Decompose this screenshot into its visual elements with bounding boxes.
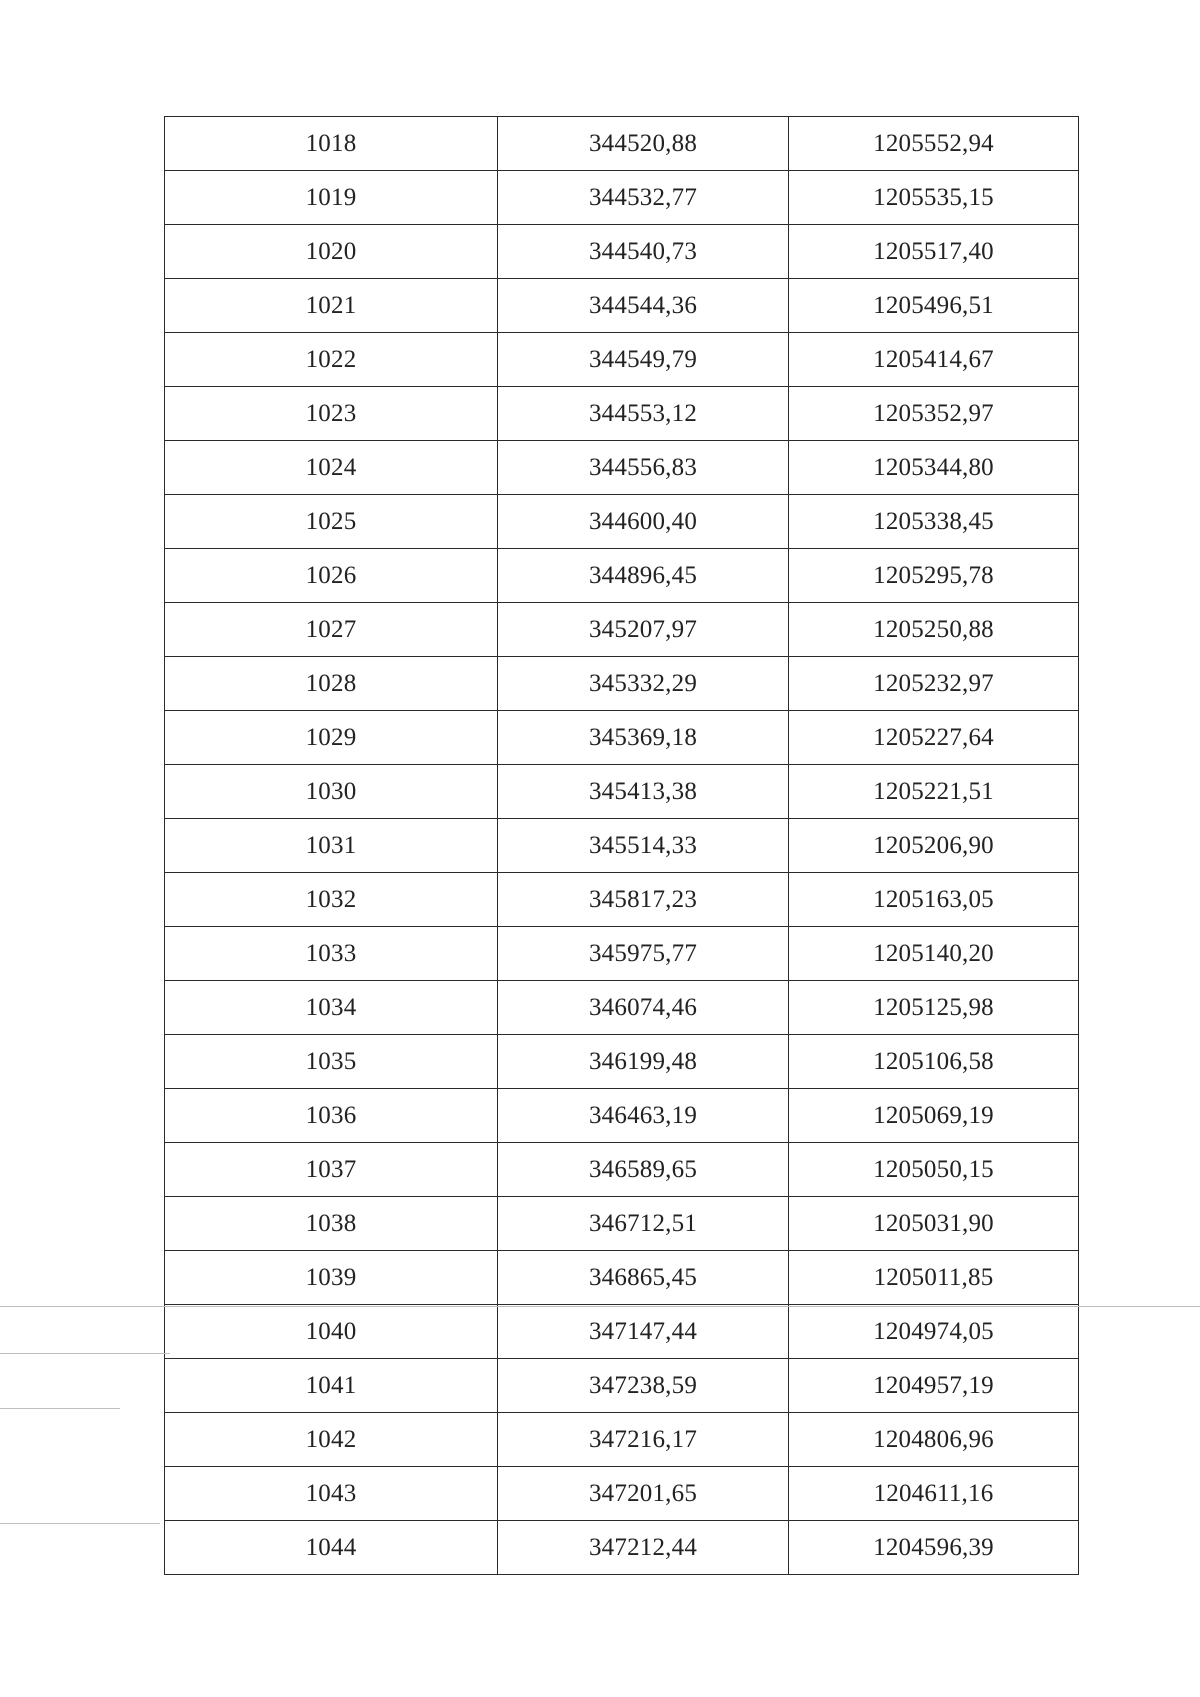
table-row <box>165 333 1079 387</box>
point-number-cell: 1030 <box>165 765 498 819</box>
table-row <box>165 171 1079 225</box>
y-coordinate-cell: 1205517,40 <box>789 225 1079 279</box>
table-row <box>165 1197 1079 1251</box>
point-number-cell: 1025 <box>165 495 498 549</box>
table-row <box>165 819 1079 873</box>
y-coordinate-cell: 1205140,20 <box>789 927 1079 981</box>
x-coordinate-cell: 346463,19 <box>498 1089 789 1143</box>
table-row <box>165 1143 1079 1197</box>
x-coordinate-cell: 345413,38 <box>498 765 789 819</box>
point-number-cell: 1044 <box>165 1521 498 1575</box>
point-number-cell: 1018 <box>165 117 498 171</box>
point-number-cell: 1019 <box>165 171 498 225</box>
x-coordinate-cell: 344532,77 <box>498 171 789 225</box>
x-coordinate-cell: 344600,40 <box>498 495 789 549</box>
y-coordinate-cell: 1205295,78 <box>789 549 1079 603</box>
y-coordinate-cell: 1205250,88 <box>789 603 1079 657</box>
point-number-cell: 1029 <box>165 711 498 765</box>
x-coordinate-cell: 346199,48 <box>498 1035 789 1089</box>
table-row <box>165 279 1079 333</box>
x-coordinate-cell: 344896,45 <box>498 549 789 603</box>
x-coordinate-cell: 345207,97 <box>498 603 789 657</box>
y-coordinate-cell: 1205552,94 <box>789 117 1079 171</box>
point-number-cell: 1035 <box>165 1035 498 1089</box>
y-coordinate-cell: 1205535,15 <box>789 171 1079 225</box>
table-row <box>165 1359 1079 1413</box>
point-number-cell: 1033 <box>165 927 498 981</box>
point-number-cell: 1040 <box>165 1305 498 1359</box>
table-row <box>165 225 1079 279</box>
x-coordinate-cell: 345514,33 <box>498 819 789 873</box>
point-number-cell: 1023 <box>165 387 498 441</box>
x-coordinate-cell: 344553,12 <box>498 387 789 441</box>
table-row <box>165 549 1079 603</box>
scan-artifact-line <box>0 1408 120 1409</box>
y-coordinate-cell: 1205050,15 <box>789 1143 1079 1197</box>
point-number-cell: 1043 <box>165 1467 498 1521</box>
x-coordinate-cell: 346712,51 <box>498 1197 789 1251</box>
y-coordinate-cell: 1205069,19 <box>789 1089 1079 1143</box>
x-coordinate-cell: 345817,23 <box>498 873 789 927</box>
table-row <box>165 657 1079 711</box>
y-coordinate-cell: 1204957,19 <box>789 1359 1079 1413</box>
point-number-cell: 1032 <box>165 873 498 927</box>
point-number-cell: 1042 <box>165 1413 498 1467</box>
y-coordinate-cell: 1205011,85 <box>789 1251 1079 1305</box>
x-coordinate-cell: 344549,79 <box>498 333 789 387</box>
y-coordinate-cell: 1204596,39 <box>789 1521 1079 1575</box>
table-row <box>165 1467 1079 1521</box>
x-coordinate-cell: 347212,44 <box>498 1521 789 1575</box>
point-number-cell: 1039 <box>165 1251 498 1305</box>
x-coordinate-cell: 347201,65 <box>498 1467 789 1521</box>
y-coordinate-cell: 1205031,90 <box>789 1197 1079 1251</box>
y-coordinate-cell: 1205344,80 <box>789 441 1079 495</box>
y-coordinate-cell: 1204974,05 <box>789 1305 1079 1359</box>
x-coordinate-cell: 347147,44 <box>498 1305 789 1359</box>
table-row <box>165 495 1079 549</box>
y-coordinate-cell: 1204611,16 <box>789 1467 1079 1521</box>
y-coordinate-cell: 1205206,90 <box>789 819 1079 873</box>
x-coordinate-cell: 344520,88 <box>498 117 789 171</box>
x-coordinate-cell: 346865,45 <box>498 1251 789 1305</box>
y-coordinate-cell: 1205232,97 <box>789 657 1079 711</box>
x-coordinate-cell: 346589,65 <box>498 1143 789 1197</box>
x-coordinate-cell: 344544,36 <box>498 279 789 333</box>
table-row <box>165 1035 1079 1089</box>
table-row <box>165 603 1079 657</box>
x-coordinate-cell: 344556,83 <box>498 441 789 495</box>
table-row <box>165 711 1079 765</box>
y-coordinate-cell: 1205414,67 <box>789 333 1079 387</box>
y-coordinate-cell: 1205227,64 <box>789 711 1079 765</box>
table-row <box>165 441 1079 495</box>
point-number-cell: 1034 <box>165 981 498 1035</box>
point-number-cell: 1041 <box>165 1359 498 1413</box>
table-row <box>165 387 1079 441</box>
x-coordinate-cell: 347216,17 <box>498 1413 789 1467</box>
y-coordinate-cell: 1205338,45 <box>789 495 1079 549</box>
point-number-cell: 1021 <box>165 279 498 333</box>
table-row <box>165 981 1079 1035</box>
point-number-cell: 1020 <box>165 225 498 279</box>
table-row <box>165 1521 1079 1575</box>
point-number-cell: 1026 <box>165 549 498 603</box>
x-coordinate-cell: 346074,46 <box>498 981 789 1035</box>
scan-artifact-line <box>0 1306 1200 1307</box>
table-row <box>165 873 1079 927</box>
table-row <box>165 1251 1079 1305</box>
point-number-cell: 1024 <box>165 441 498 495</box>
y-coordinate-cell: 1205352,97 <box>789 387 1079 441</box>
coordinates-table <box>164 116 1079 1575</box>
point-number-cell: 1036 <box>165 1089 498 1143</box>
table-row <box>165 1305 1079 1359</box>
table-row <box>165 927 1079 981</box>
table-row <box>165 1413 1079 1467</box>
y-coordinate-cell: 1205221,51 <box>789 765 1079 819</box>
scan-artifact-line <box>0 1523 160 1524</box>
table-row <box>165 117 1079 171</box>
y-coordinate-cell: 1205163,05 <box>789 873 1079 927</box>
point-number-cell: 1031 <box>165 819 498 873</box>
table-row <box>165 1089 1079 1143</box>
y-coordinate-cell: 1205496,51 <box>789 279 1079 333</box>
x-coordinate-cell: 344540,73 <box>498 225 789 279</box>
x-coordinate-cell: 345332,29 <box>498 657 789 711</box>
y-coordinate-cell: 1204806,96 <box>789 1413 1079 1467</box>
x-coordinate-cell: 345369,18 <box>498 711 789 765</box>
point-number-cell: 1037 <box>165 1143 498 1197</box>
point-number-cell: 1038 <box>165 1197 498 1251</box>
y-coordinate-cell: 1205125,98 <box>789 981 1079 1035</box>
scan-artifact-line <box>0 1353 170 1354</box>
point-number-cell: 1022 <box>165 333 498 387</box>
x-coordinate-cell: 347238,59 <box>498 1359 789 1413</box>
y-coordinate-cell: 1205106,58 <box>789 1035 1079 1089</box>
x-coordinate-cell: 345975,77 <box>498 927 789 981</box>
point-number-cell: 1028 <box>165 657 498 711</box>
coordinates-table-body <box>165 117 1079 1575</box>
point-number-cell: 1027 <box>165 603 498 657</box>
table-row <box>165 765 1079 819</box>
